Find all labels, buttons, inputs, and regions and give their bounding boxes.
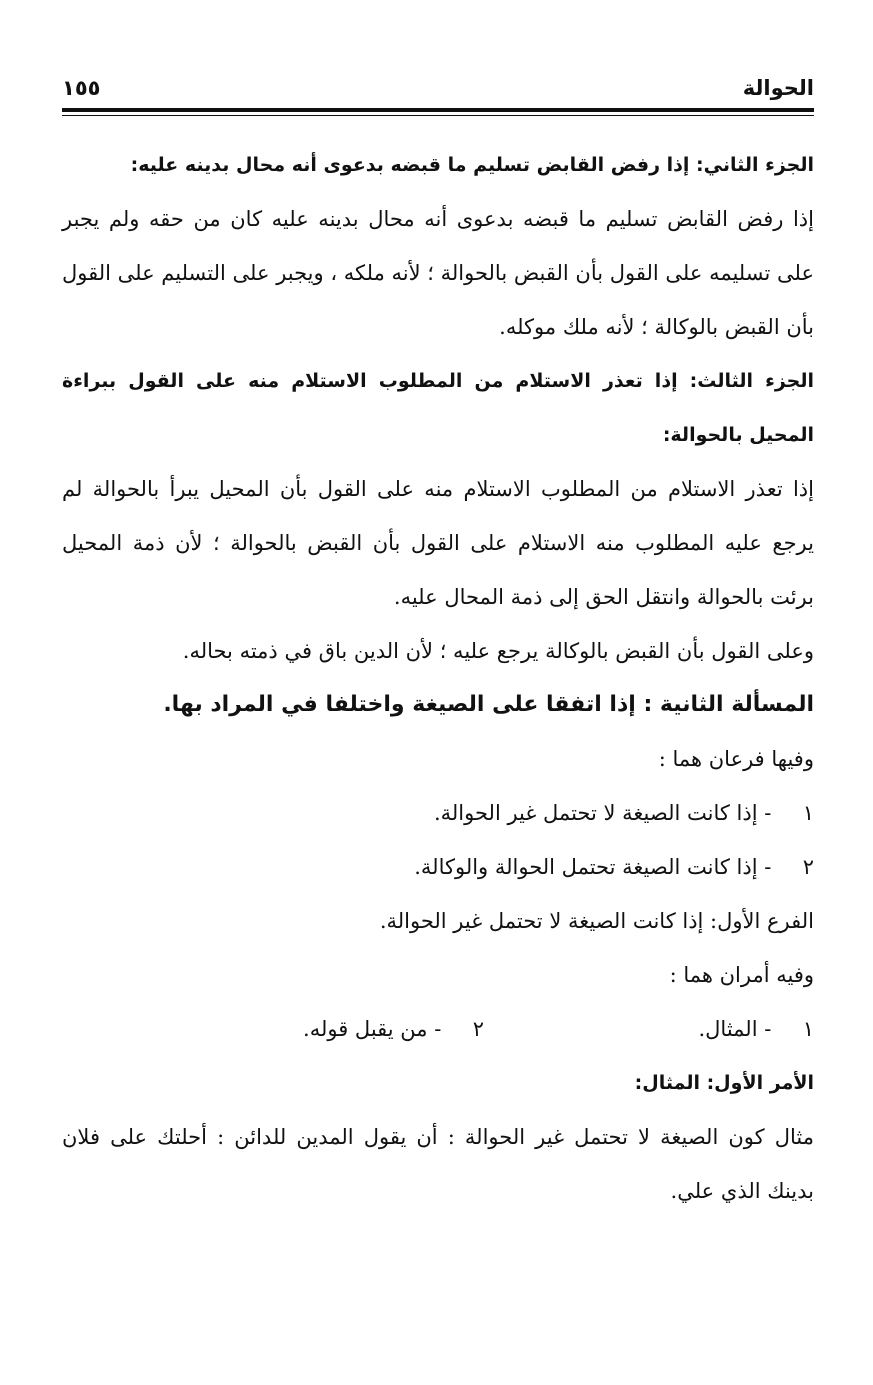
matter-one-heading: الأمر الأول: المثال:	[634, 1072, 814, 1094]
header-rule-thin	[62, 115, 814, 116]
paragraph-part-two: إذا رفض القابض تسليم ما قبضه بدعوى أنه محال بدينه عليه كان من حقه ولم يجبر على تسليمه على القول بأن القبض بالحوالة ؛ لأنه ملكه ، ويجبر على التسليم على القول بأن القبض بالوكالة ؛ لأنه ملك موكله.	[61, 207, 814, 339]
list-item	[62, 786, 814, 840]
page-number: ١٥٥	[62, 76, 101, 100]
paragraph-part-three: إذا تعذر الاستلام من المطلوب الاستلام منه على القول بأن المحيل يبرأ بالحوالة لم يرجع عليه المطلوب منه الاستلام على القول بأن القبض بالحوالة ؛ لأن ذمة المحيل برئت بالحوالة وانتقل الحق إلى ذمة المحال عليه.	[62, 477, 814, 609]
example-paragraph: مثال كون الصيغة لا تحتمل غير الحوالة : أن يقول المدين للدائن : أحلتك على فلان بدينك الذي علي.	[62, 1125, 814, 1203]
list-item-text: - إذا كانت الصيغة لا تحتمل غير الحوالة.	[433, 801, 772, 825]
body-text	[62, 138, 814, 1218]
matters-intro: وفيه أمران هما :	[669, 963, 814, 987]
list-item-text: - من يقبل قوله.	[303, 1017, 442, 1041]
section-heading-part-three: الجزء الثالث: إذا تعذر الاستلام من المطلوب الاستلام منه على القول ببراءة المحيل بالحوالة:	[62, 370, 814, 446]
book-page	[62, 70, 814, 1218]
matters-list	[62, 1002, 814, 1056]
section-heading-part-two: الجزء الثاني: إذا رفض القابض تسليم ما قبضه بدعوى أنه محال بدينه عليه:	[130, 154, 814, 176]
chapter-title: الحوالة	[742, 76, 814, 100]
list-item-number: ٢	[802, 855, 814, 879]
paragraph-agency-view: وعلى القول بأن القبض بالوكالة يرجع عليه ؛ لأن الدين باق في ذمته بحاله.	[182, 639, 814, 663]
list-item-number: ١	[802, 1017, 814, 1041]
list-item-number: ١	[802, 801, 814, 825]
list-item	[62, 840, 814, 894]
list-item-number: ٢	[472, 1017, 484, 1041]
branch-one-heading: الفرع الأول: إذا كانت الصيغة لا تحتمل غير الحوالة.	[379, 909, 814, 933]
list-item-text: - إذا كانت الصيغة تحتمل الحوالة والوكالة.	[414, 855, 772, 879]
list-item	[154, 1002, 484, 1056]
list-item-text: - المثال.	[698, 1017, 772, 1041]
issue-two-heading: المسألة الثانية : إذا اتفقا على الصيغة واختلفا في المراد بها.	[163, 692, 814, 717]
header-rule-thick	[62, 108, 814, 112]
running-head	[62, 70, 814, 100]
list-item	[484, 1002, 814, 1056]
branches-intro: وفيها فرعان هما :	[658, 747, 814, 771]
